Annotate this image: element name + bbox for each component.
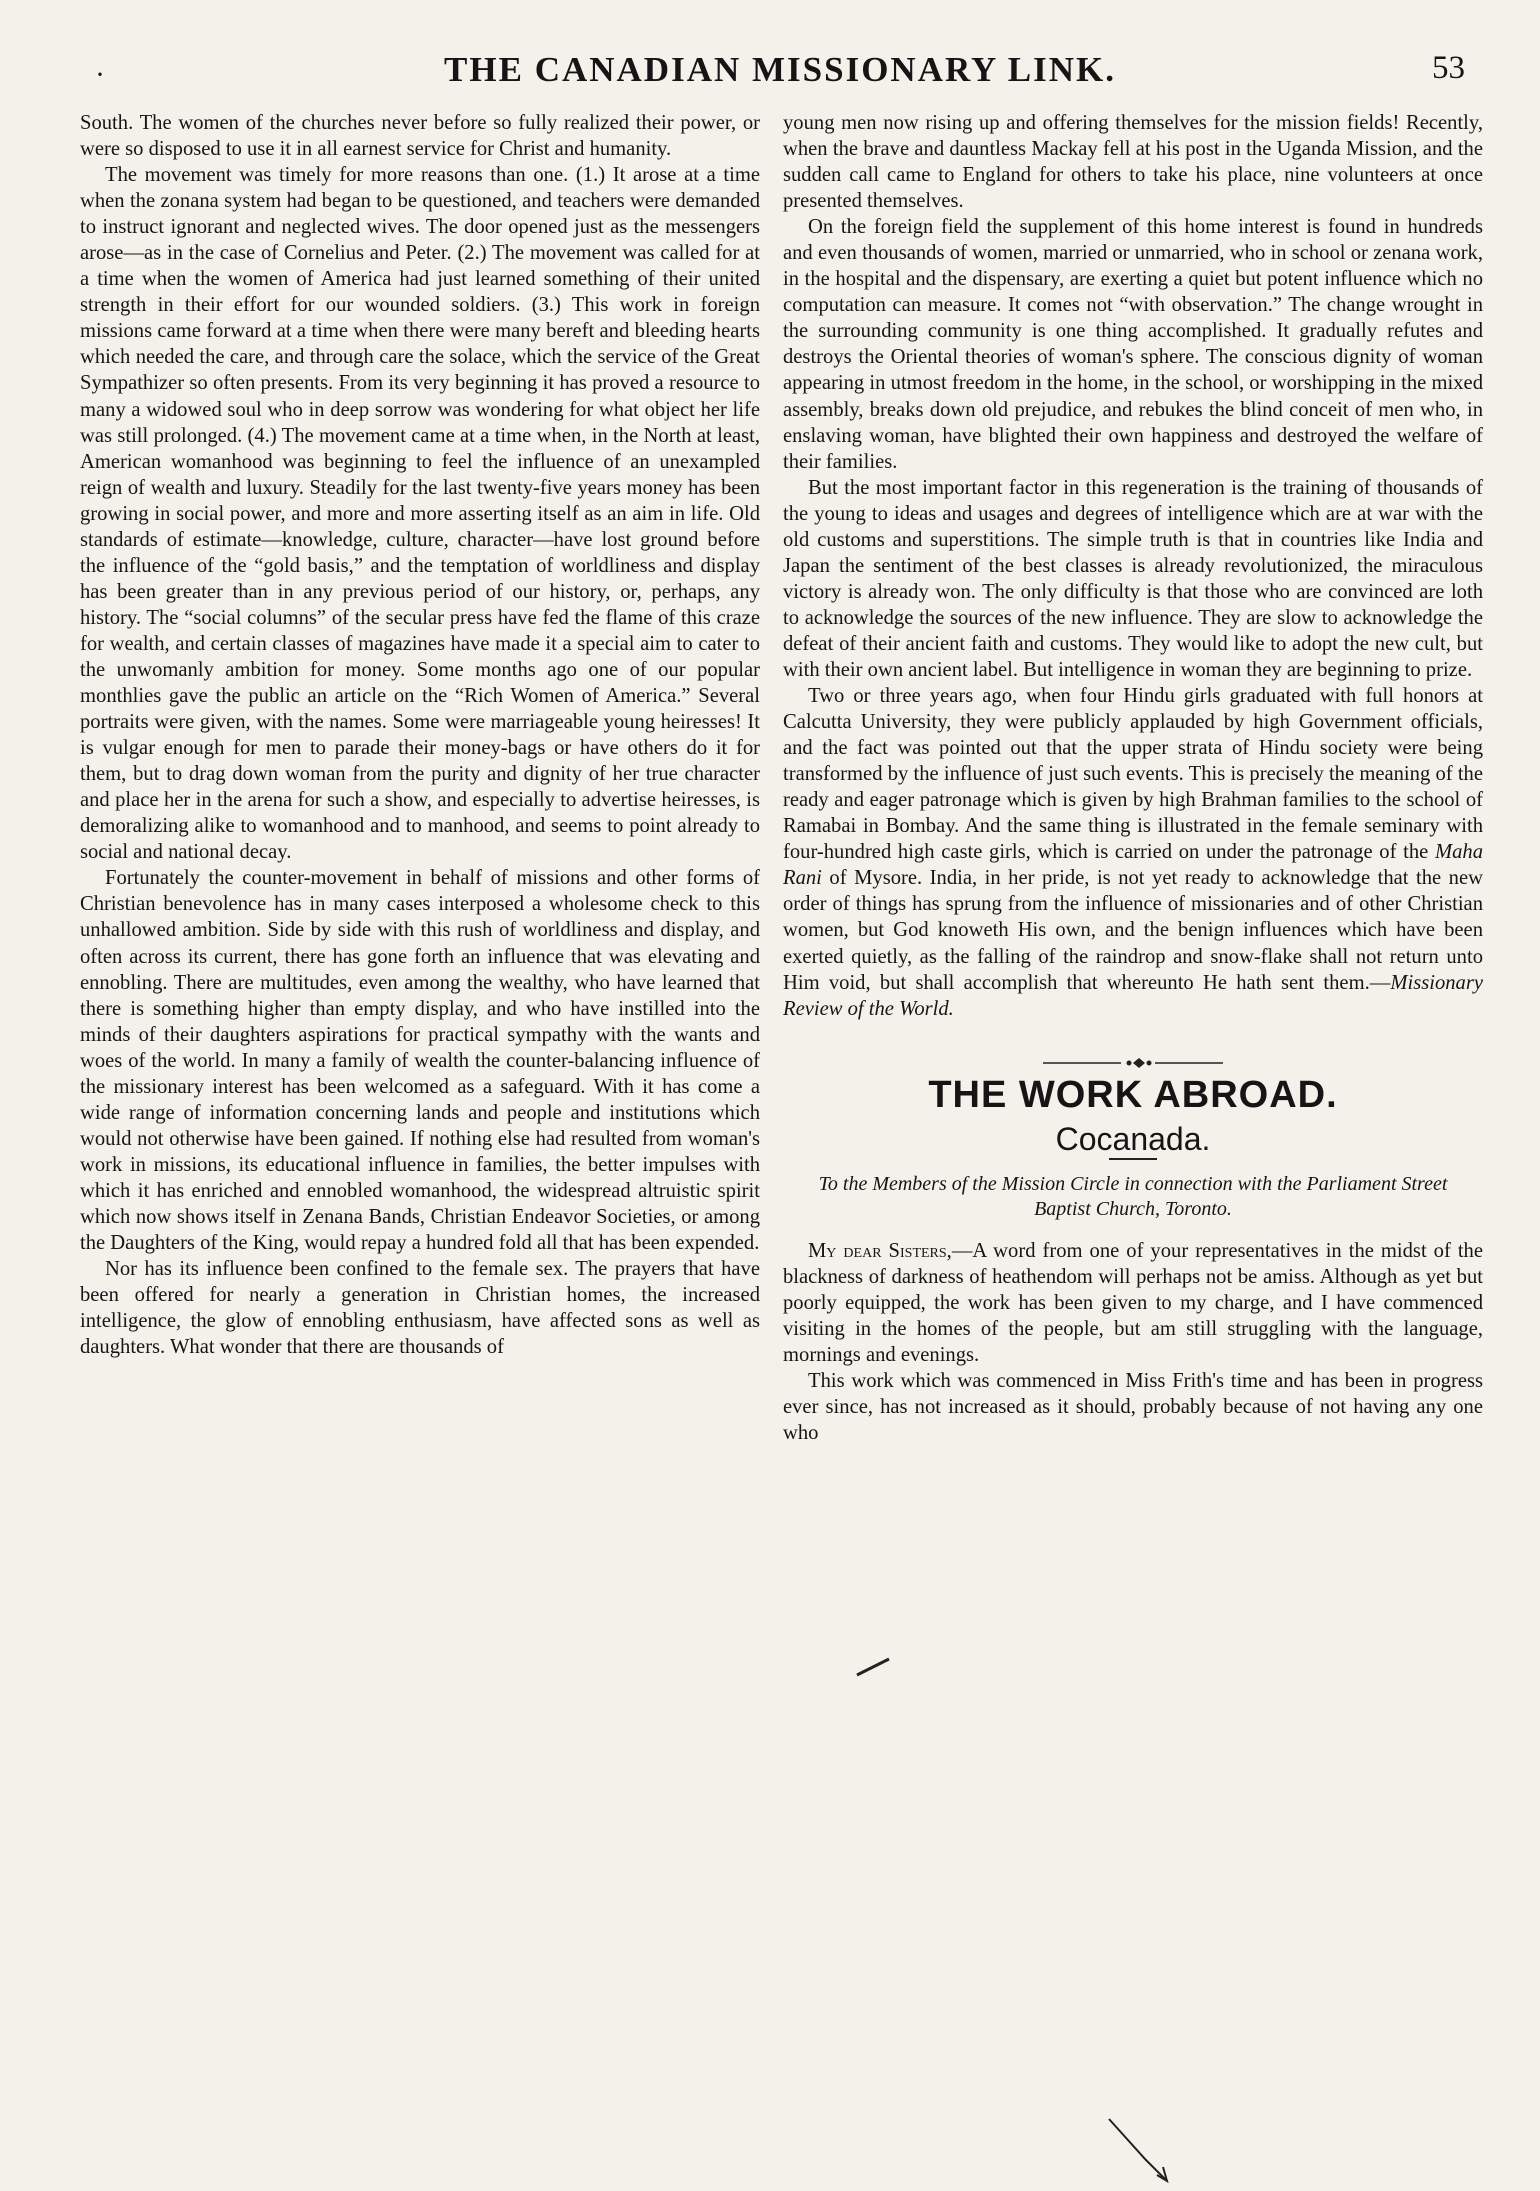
pen-mark-icon: [855, 1655, 895, 1679]
right-paragraph-1: young men now rising up and offering themselves for the mission fields! Recently, when the brave and dauntless Mackay fell at his post in the Uganda Mission, and the sudden call came to England for others to take his place, nine volunteers at once presented themselves.: [783, 112, 1483, 213]
right-paragraph-2: On the foreign field the supplement of this home interest is found in hundreds and even thousands of women, married or unmarried, who in school or zenana work, in the hospital and the dispensary, are exerting a quiet but potent influence which no computation can measure. It comes not “with observation.” The change wrought in the surrounding community is one thing accomplished. It gradually refutes and destroys the Oriental theories of woman's sphere. The conscious dignity of woman appearing in utmost freedom in the home, in the school, or worshipping in the mixed assembly, breaks down old prejudice, and rebukes the blind conceit of men who, in enslaving woman, have blighted their own happiness and destroyed the welfare of their families.: [783, 216, 1483, 473]
short-rule: [1109, 1158, 1157, 1160]
section-divider: [783, 1052, 1483, 1072]
right-column: [783, 110, 1483, 1446]
right-paragraph-4-continuation: of Mysore. India, in her pride, is not yet ready to acknowledge that the new order of things has sprung from the influence of missionaries and of other Christian women, but God knoweth His own, and the benign influences which have been exerted quietly, as the falling of the raindrop and snow-flake shall not return unto Him void, but shall accomplish that whereunto He hath sent them.—: [783, 867, 1483, 994]
right-paragraph-4: [783, 683, 1483, 1022]
letter-paragraph-2: This work which was commenced in Miss Frith's time and has been in progress ever since, has not increased as it should, probably because of not having any one who: [783, 1369, 1483, 1445]
letter-paragraph-1-text: —A word from one of your representatives in the midst of the blackness of darkness of heathendom will perhaps not be amiss. Although as yet but poorly equipped, the work has been given to my charge, and I have commenced visiting in the homes of the people, but am still struggling with the language, mornings and evenings.: [783, 1239, 1483, 1366]
maha-rani-italic: Maha Rani: [783, 841, 1483, 890]
section-title: THE WORK ABROAD.: [928, 1073, 1338, 1116]
left-paragraph-2: The movement was timely for more reasons than one. (1.) It arose at a time when the zonana system had began to be questioned, and teachers were demanded to instruct ignorant and neglected wives. The door opened just as the messengers arose—as in the case of Cornelius and Peter. (2.) The movement was called for at a time when the women of America had just learned something of their united strength in their effort for our wounded soldiers. (3.) This work in foreign missions came forward at a time when there were many bereft and bleeding hearts which needed the care, and through care the solace, which the service of the Great Sympathizer so often presents. From its very beginning it has proved a resource to many a widowed soul who in deep sorrow was wondering for what object her life was still prolonged. (4.) The movement came at a time when, in the North at least, American womanhood was beginning to feel the influence of an unexampled reign of wealth and luxury. Steadily for the last twenty-five years money has been growing in social power, and more and more asserting itself as an aim in life. Old standards of estimate—knowledge, culture, character—have lost ground before the influence of the “gold basis,” and the temptation of worldliness and display has been greater than in any previous period of our history, or, perhaps, any history. The “social columns” of the secular press have fed the flame of this craze for wealth, and certain classes of magazines have made it a special aim to cater to the unwomanly ambition for money. Some months ago one of our popular monthlies gave the public an article on the “Rich Women of America.” Several portraits were given, with the names. Some were marriageable young heiresses! It is vulgar enough for men to parade their money-bags or have others do it for them, but to drag down woman from the purity and dignity of her true character and place her in the arena for such a show, and especially to advertise heiresses, is demoralizing alike to womanhood and to manhood, and seems to point already to social and national decay.: [80, 164, 760, 864]
running-title: THE CANADIAN MISSIONARY LINK.: [444, 50, 1116, 89]
subsection-title: Cocanada.: [1055, 1120, 1211, 1157]
page-number: 53: [1432, 50, 1465, 86]
source-citation: Missionary Review of the World.: [783, 971, 1483, 1020]
left-paragraph-4: Nor has its influence been confined to the female sex. The prayers that have been offered for nearly a generation in Christian homes, the increased intelligence, the glow of ennobling enthusiasm, have affected sons as well as daughters. What wonder that there are thousands of: [80, 1258, 760, 1359]
letter-paragraph-1: [783, 1238, 1483, 1368]
page-header: [95, 50, 1465, 98]
dedication: To the Members of the Mission Circle in connection with the Parliament Street Baptist Church, Toronto.: [818, 1172, 1448, 1220]
left-column: [80, 110, 760, 1360]
right-paragraph-3: But the most important factor in this regeneration is the training of thousands of the young to ideas and usages and degrees of intelligence which are at war with the old customs and superstitions. The simple truth is that in countries like India and Japan the sentiment of the best classes is already revolutionized, the miraculous victory is already won. The only difficulty is that those who are convinced are loth to acknowledge the sources of the new influence. They are slow to acknowledge the defeat of their ancient faith and customs. They would like to adopt the new cult, but with their own ancient label. But intelligence in woman they are beginning to prize.: [783, 476, 1483, 681]
left-paragraph-1: South. The women of the churches never before so fully realized their power, or were so disposed to use it in all earnest service for Christ and humanity.: [80, 112, 760, 161]
right-paragraph-4-text: Two or three years ago, when four Hindu girls graduated with full honors at Calcutta University, they were publicly applauded by high Government officials, and the fact was pointed out that the upper strata of Hindu society were being transformed by the influence of just such events. This is precisely the meaning of the ready and eager patronage which is given by high Brahman families to the school of Ramabai in Bombay. And the same thing is illustrated in the female seminary with four-hundred high caste girls, which is carried on under the patronage of the: [783, 685, 1483, 864]
salutation: My dear Sisters,: [808, 1239, 952, 1262]
header-dot: ·: [95, 58, 105, 91]
ornament-rule-icon: [1043, 1055, 1223, 1071]
pen-stroke-icon: [1105, 2115, 1175, 2185]
left-paragraph-3: Fortunately the counter-movement in behalf of missions and other forms of Christian benevolence has in many cases interposed a wholesome check to this unhallowed ambition. Side by side with this rush of worldliness and display, and often across its current, there has gone forth an influence that was elevating and ennobling. There are multitudes, even among the wealthy, who have learned that there is something higher than empty display, and who have instilled into the minds of their daughters aspirations for practical sympathy with the wants and woes of the world. In many a family of wealth the counter-balancing influence of the missionary interest has been welcomed as a safeguard. With it has come a wide range of information concerning lands and people and institutions which would not otherwise have been gained. If nothing else had resulted from woman's work in missions, its educational influence in families, the better impulses with which it has enriched and ennobled womanhood, the widespread altruistic spirit which now shows itself in Zenana Bands, Christian Endeavor Societies, or among the Daughters of the King, would repay a hundred fold all that has been expended.: [80, 867, 760, 1255]
